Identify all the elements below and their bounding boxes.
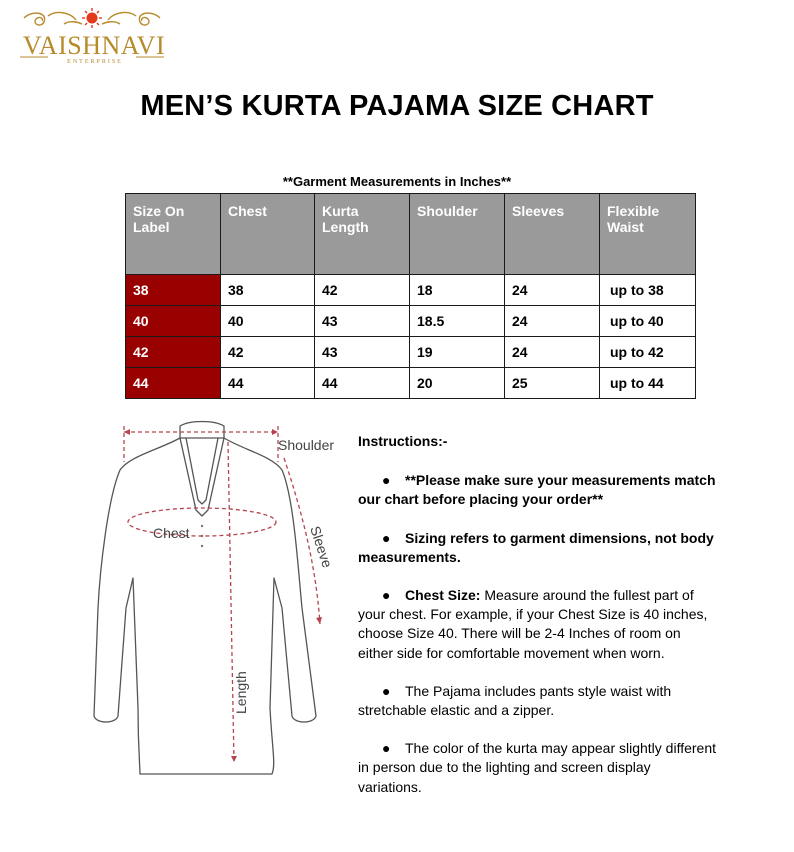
bullet-icon: ●	[382, 740, 391, 757]
shoulder-cell: 19	[410, 337, 505, 368]
chest-cell: 42	[221, 337, 315, 368]
instructions-panel	[358, 432, 718, 816]
length-cell: 42	[315, 275, 410, 306]
brand-name: VAISHNAVI	[22, 31, 166, 60]
instruction-item	[358, 586, 718, 663]
table-caption: **Garment Measurements in Inches**	[282, 174, 512, 189]
instruction-bold: Chest Size:	[405, 587, 481, 604]
waist-cell: up to 40	[600, 306, 696, 337]
kurta-outline	[94, 438, 316, 774]
header-sleeves: Sleeves	[505, 194, 600, 275]
sleeve-label: Sleeve	[307, 523, 336, 570]
brand-tagline: ENTERPRISE	[67, 59, 123, 65]
kurta-measurement-diagram	[88, 418, 350, 828]
table-row	[126, 368, 696, 399]
chest-cell: 44	[221, 368, 315, 399]
chest-cell: 38	[221, 275, 315, 306]
shoulder-cell: 18	[410, 275, 505, 306]
header-kurta-length: Kurta Length	[315, 194, 410, 275]
size-label-cell: 44	[126, 368, 221, 399]
waist-cell: up to 44	[600, 368, 696, 399]
instruction-item	[358, 682, 718, 720]
sleeves-cell: 25	[505, 368, 600, 399]
chest-guide	[128, 508, 276, 536]
table-row	[126, 337, 696, 368]
size-label-cell: 42	[126, 337, 221, 368]
sleeves-cell: 24	[505, 275, 600, 306]
chest-label: Chest	[153, 525, 190, 541]
instruction-text: The color of the kurta may appear slightly different in person due to the lighting and screen display variations.	[358, 740, 717, 795]
table-header-row	[126, 194, 696, 275]
sun-icon	[82, 8, 102, 28]
sleeves-cell: 24	[505, 306, 600, 337]
size-chart-table	[125, 193, 696, 399]
bullet-icon: ●	[382, 587, 391, 604]
header-flexible-waist: Flexible Waist	[600, 194, 696, 275]
instruction-text: The Pajama includes pants style waist with stretchable elastic and a zipper.	[358, 682, 672, 719]
bullet-icon: ●	[382, 529, 391, 546]
size-label-cell: 40	[126, 306, 221, 337]
waist-cell: up to 38	[600, 275, 696, 306]
length-cell: 43	[315, 306, 410, 337]
header-shoulder: Shoulder	[410, 194, 505, 275]
header-chest: Chest	[221, 194, 315, 275]
sleeves-cell: 24	[505, 337, 600, 368]
size-label-cell: 38	[126, 275, 221, 306]
header-size-on-label: Size On Label	[126, 194, 221, 275]
bullet-icon: ●	[382, 682, 391, 699]
length-cell: 44	[315, 368, 410, 399]
instructions-title: Instructions:-	[358, 433, 448, 449]
collar	[180, 422, 224, 439]
instruction-item	[358, 529, 718, 567]
shoulder-cell: 18.5	[410, 306, 505, 337]
table-row	[126, 306, 696, 337]
bullet-icon: ●	[382, 472, 391, 489]
instruction-item	[358, 471, 718, 509]
shoulder-label: Shoulder	[278, 437, 335, 453]
length-label: Length	[233, 671, 249, 714]
length-cell: 43	[315, 337, 410, 368]
instruction-bold: **Please make sure your measurements match our chart before placing your order**	[358, 472, 716, 508]
table-row	[126, 275, 696, 306]
brand-logo	[14, 8, 170, 64]
waist-cell: up to 42	[600, 337, 696, 368]
page-title: MEN’S KURTA PAJAMA SIZE CHART	[140, 90, 654, 122]
instruction-text: Measure around the fullest part of your chest. For example, if your Chest Size is 40 inches, choose Size 40. There will be 2-4 Inches of room on either side for comfortable movement when worn.	[358, 587, 708, 661]
shoulder-cell: 20	[410, 368, 505, 399]
instruction-item	[358, 739, 718, 797]
instruction-bold: Sizing refers to garment dimensions, not body measurements.	[358, 529, 714, 565]
chest-cell: 40	[221, 306, 315, 337]
